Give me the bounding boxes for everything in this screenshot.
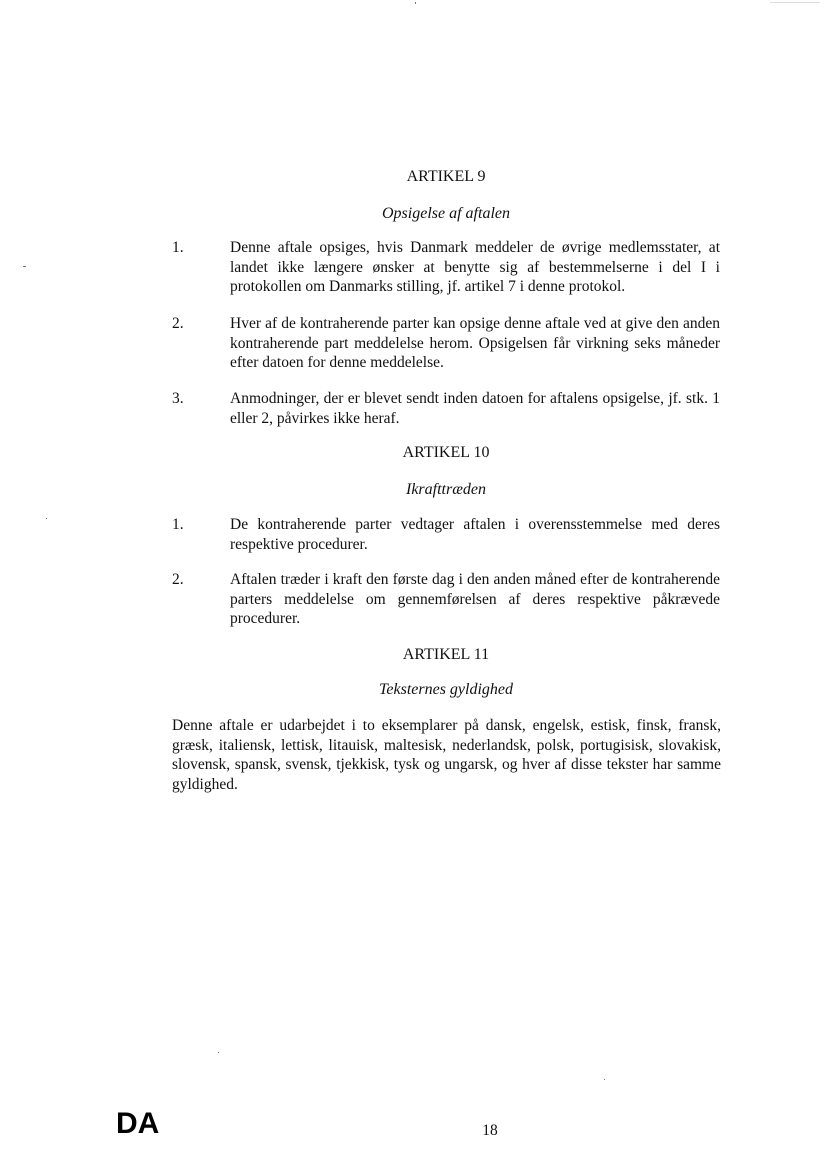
- clause-text: Anmodninger, der er blevet sendt inden datoen for aftalens opsigelse, jf. stk. 1 eller 2, påvirkes ikke heraf.: [230, 390, 720, 427]
- article-10-subheading: Ikrafttræden: [406, 481, 486, 498]
- scan-speck: [46, 518, 47, 519]
- page-number: 18: [482, 1122, 498, 1139]
- scan-speck: [23, 266, 26, 267]
- article-11-heading: ARTIKEL 11: [402, 646, 490, 663]
- clause-text: Aftalen træder i kraft den første dag i den anden måned efter de kontraherende parters meddelelse om gennemførelsen af deres respektive påkrævede procedurer.: [230, 571, 720, 628]
- scan-speck: [770, 2, 820, 3]
- article-9-clause-1: [172, 238, 720, 297]
- scan-speck: [218, 1052, 219, 1053]
- article-9-heading: ARTIKEL 9: [406, 168, 486, 185]
- article-10-clause-1: [172, 515, 720, 554]
- article-9-clause-3: [172, 389, 720, 428]
- article-9-clause-2: [172, 314, 720, 373]
- scan-speck: [415, 2, 416, 4]
- clause-number: 2.: [172, 571, 184, 588]
- clause-text: Hver af de kontraherende parter kan opsige denne aftale ved at give den anden kontraherende part meddelelse herom. Opsigelsen får virkning seks måneder efter datoen for denne meddelelse.: [230, 315, 720, 372]
- clause-text: De kontraherende parter vedtager aftalen i overensstemmelse med deres respektive procedurer.: [230, 516, 720, 553]
- article-11-paragraph: Denne aftale er udarbejdet i to eksemplarer på dansk, engelsk, estisk, finsk, fransk, græsk, italiensk, lettisk, litauisk, maltesisk, nederlandsk, polsk, portugisisk, slovakisk, slovensk, spansk, svensk, tjekkisk, tysk og ungarsk, og hver af disse tekster har samme gyldighed.: [172, 717, 721, 793]
- clause-number: 3.: [172, 390, 184, 407]
- article-9-subheading: Opsigelse af aftalen: [382, 205, 510, 222]
- article-10-heading: ARTIKEL 10: [402, 444, 490, 461]
- clause-number: 1.: [172, 239, 184, 256]
- article-11-subheading: Teksternes gyldighed: [378, 681, 514, 698]
- clause-text: Denne aftale opsiges, hvis Danmark meddeler de øvrige medlemsstater, at landet ikke længere ønsker at benytte sig af bestemmelserne i del I i protokollen om Danmarks stilling, jf. artikel 7 i denne protokol.: [230, 239, 720, 296]
- article-10-clause-2: [172, 570, 720, 629]
- clause-number: 2.: [172, 315, 184, 332]
- clause-number: 1.: [172, 516, 184, 533]
- scan-speck: [604, 1079, 605, 1080]
- language-code: DA: [116, 1107, 160, 1140]
